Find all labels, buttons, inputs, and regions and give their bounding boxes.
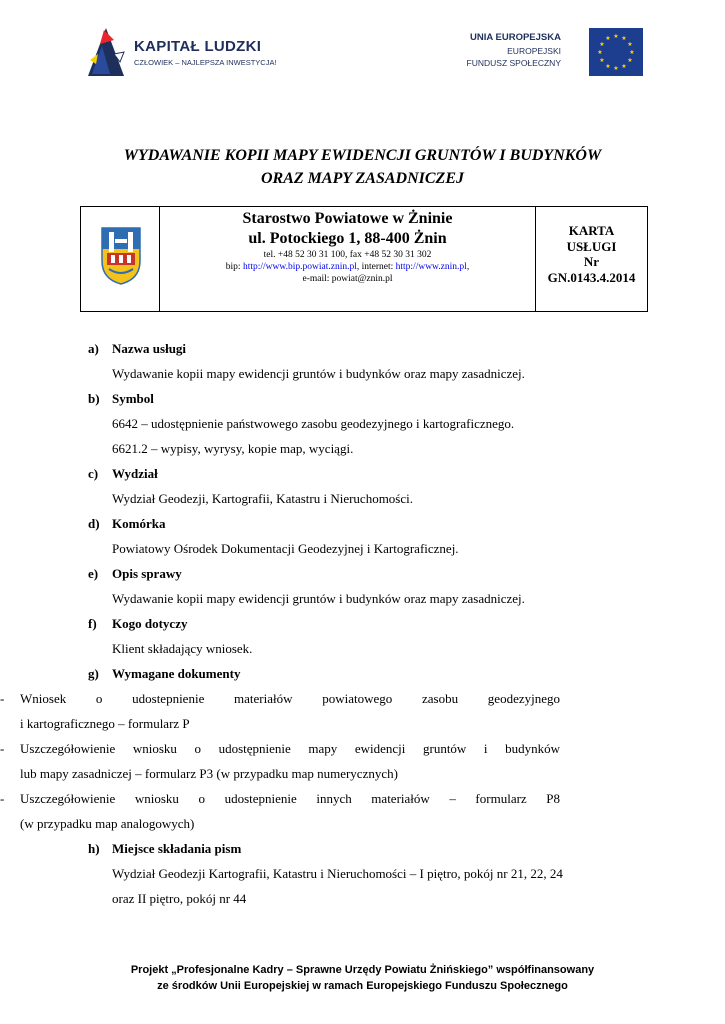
section-text: Powiatowy Ośrodek Dokumentacji Geodezyjnej i Kartograficznej. [112, 541, 459, 556]
svg-text:★: ★ [599, 41, 605, 48]
bip-link[interactable]: http://www.bip.powiat.znin.pl [242, 262, 357, 272]
section-letter: c) [88, 466, 99, 481]
office-address: ul. Potockiego 1, 88-400 Żnin [248, 230, 447, 247]
section-title: Komórka [112, 516, 166, 531]
svg-text:★: ★ [605, 35, 611, 42]
internet-link[interactable]: http://www.znin.pl [395, 262, 467, 272]
section-letter: e) [88, 566, 99, 581]
card-label-karta: KARTA [568, 223, 615, 238]
section-letter: a) [88, 341, 99, 356]
section-text: Klient składający wniosek. [112, 641, 253, 656]
svg-text:★: ★ [627, 41, 633, 48]
office-phone: tel. +48 52 30 31 100, fax +48 52 30 31 302 [263, 250, 432, 260]
eu-logo-line3: FUNDUSZ SPOŁECZNY [466, 58, 561, 68]
page-title-line1: WYDAWANIE KOPII MAPY EWIDENCJI GRUNTÓW I BUDYNKÓW [123, 147, 602, 164]
section-text: Wydział Geodezji Kartografii, Katastru i Nieruchomości – I piętro, pokój nr 21, 22, 24 [112, 866, 563, 881]
section-letter: b) [88, 391, 100, 406]
eu-logo-line2: EUROPEJSKI [507, 46, 561, 56]
section-required-documents [88, 661, 648, 686]
svg-text:★: ★ [605, 63, 611, 70]
section-title: Kogo dotyczy [112, 616, 188, 631]
documents-list [0, 686, 560, 836]
section-letter: d) [88, 516, 100, 531]
document-line1: Uszczegółowienie wniosku o udostepnienie innych materiałów – formularz P8 [20, 791, 560, 806]
section-unit [88, 511, 648, 561]
section-text: Wydawanie kopii mapy ewidencji gruntów i budynków oraz mapy zasadniczej. [112, 591, 525, 606]
document-line2: (w przypadku map analogowych) [20, 816, 195, 831]
footer-line2: ze środków Unii Europejskiej w ramach Europejskiego Funduszu Społecznego [157, 980, 568, 992]
section-title: Miejsce składania pism [112, 841, 242, 856]
kapital-ludzki-logo-icon [84, 24, 130, 80]
section-text: 6642 – udostępnienie państwowego zasobu geodezyjnego i kartograficznego. [112, 416, 515, 431]
svg-text:★: ★ [613, 33, 619, 40]
eu-logo-line1: UNIA EUROPEJSKA [470, 32, 561, 43]
document-line2: lub mapy zasadniczej – formularz P3 (w przypadku map numerycznych) [20, 766, 398, 781]
svg-text:★: ★ [621, 35, 627, 42]
document-line2: i kartograficznego – formularz P [20, 716, 190, 731]
office-email: e-mail: powiat@znin.pl [302, 274, 393, 284]
list-dash: - [0, 741, 5, 756]
svg-text:★: ★ [629, 49, 635, 56]
document-item [0, 686, 560, 736]
card-number-cell [536, 207, 647, 311]
page-title [60, 144, 665, 190]
coat-of-arms-cell [81, 207, 160, 311]
kapital-ludzki-title: KAPITAŁ LUDZKI [134, 38, 262, 55]
kapital-ludzki-logo [84, 24, 284, 80]
svg-text:★: ★ [613, 65, 619, 72]
svg-text:★: ★ [621, 63, 627, 70]
section-service-name [88, 336, 648, 386]
list-dash: - [0, 691, 5, 706]
project-footer [40, 962, 685, 994]
coat-of-arms-icon [101, 227, 141, 285]
page-title-line2: ORAZ MAPY ZASADNICZEJ [261, 170, 464, 187]
eu-logo [463, 28, 643, 78]
section-department [88, 461, 648, 511]
section-letter: g) [88, 666, 99, 681]
section-title: Nazwa usługi [112, 341, 187, 356]
section-title: Symbol [112, 391, 154, 406]
card-label-uslugi: USŁUGI [566, 238, 617, 254]
eu-flag-icon [589, 28, 643, 76]
bip-label: bip: [225, 262, 243, 272]
office-info-cell [160, 207, 536, 311]
section-title: Wymagane dokumenty [112, 666, 241, 681]
kapital-ludzki-slogan: CZŁOWIEK – NAJLEPSZA INWESTYCJA! [134, 58, 277, 67]
document-line1: Uszczegółowienie wniosku o udostępnienie mapy ewidencji gruntów i budynków [20, 741, 560, 756]
section-title: Opis sprawy [112, 566, 182, 581]
svg-text:★: ★ [599, 57, 605, 64]
svg-text:★: ★ [627, 57, 633, 64]
section-title: Wydział [112, 466, 158, 481]
section-text: Wydawanie kopii mapy ewidencji gruntów i budynków oraz mapy zasadniczej. [112, 366, 525, 381]
service-details [0, 336, 648, 911]
document-item [0, 786, 560, 836]
section-description [88, 561, 648, 611]
internet-label: , internet: [356, 262, 396, 272]
section-text: oraz II piętro, pokój nr 44 [112, 891, 247, 906]
section-symbol [88, 386, 648, 461]
card-label-nr: Nr [583, 254, 600, 269]
document-line1: Wniosek o udostepnienie materiałów powiatowego zasobu geodezyjnego [20, 691, 560, 706]
document-item [0, 736, 560, 786]
section-who [88, 611, 648, 661]
card-number: GN.0143.4.2014 [547, 269, 636, 285]
section-text: Wydział Geodezji, Kartografii, Katastru i Nieruchomości. [112, 491, 413, 506]
section-letter: h) [88, 841, 100, 856]
svg-text:★: ★ [597, 49, 603, 56]
section-letter: f) [88, 616, 97, 631]
office-links: bip: http://www.bip.powiat.znin.pl, internet: http://www.znin.pl, [225, 262, 470, 272]
section-text: 6621.2 – wypisy, wyrysy, kopie map, wyciągi. [112, 441, 354, 456]
office-name: Starostwo Powiatowe w Żninie [242, 210, 453, 227]
list-dash: - [0, 791, 5, 806]
section-submission-place [88, 836, 648, 911]
footer-line1: Projekt „Profesjonalne Kadry – Sprawne Urzędy Powiatu Żnińskiego” współfinansowany [130, 964, 595, 976]
office-header-table [80, 206, 648, 312]
